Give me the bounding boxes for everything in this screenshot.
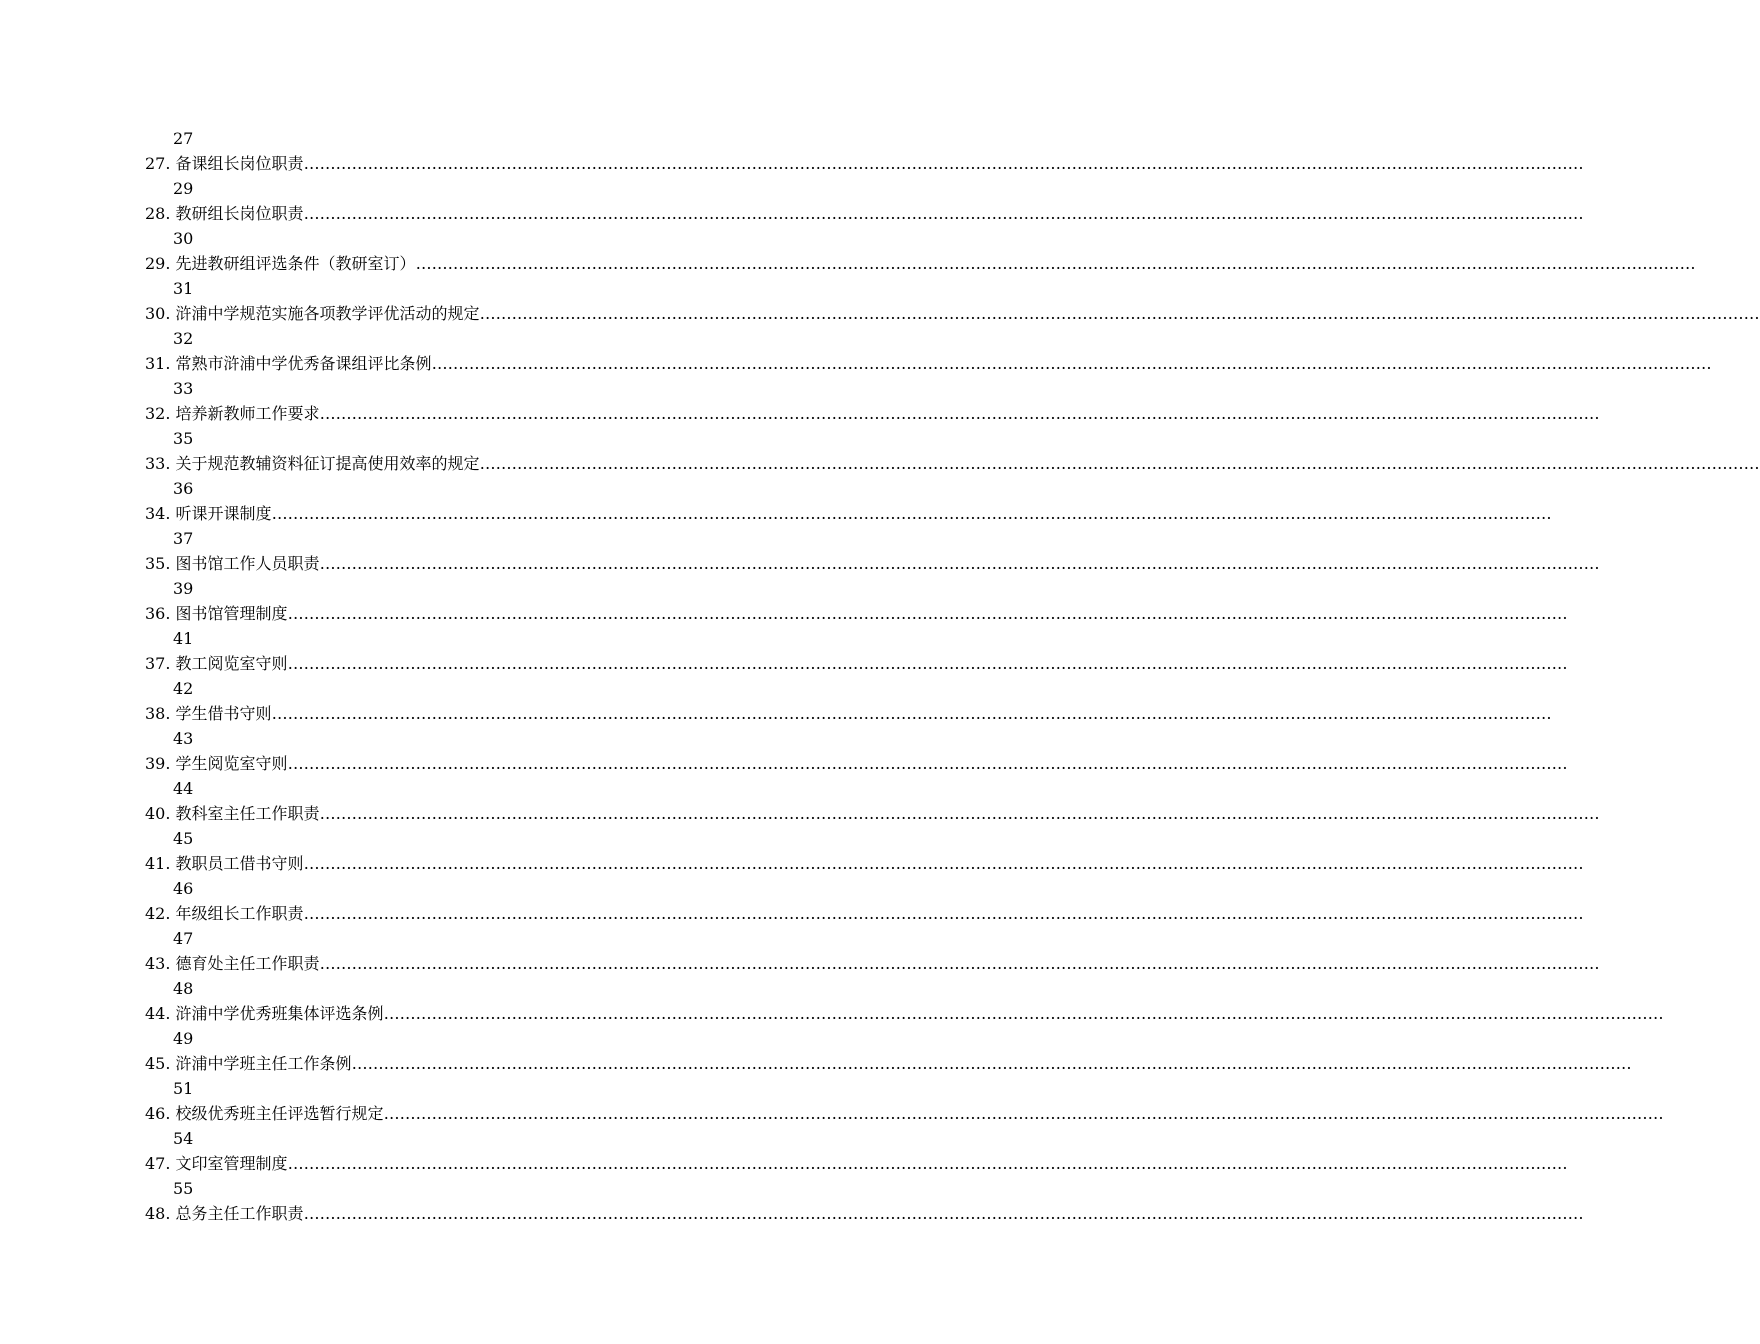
dot-leader: ……………………………………………………………………………………………………………………………………………………………………………………………………………………	[287, 654, 1568, 673]
toc-entry-page: 49	[173, 1029, 194, 1048]
toc-entry-number: 41.	[145, 854, 171, 873]
toc-entry-title: 浒浦中学规范实施各项教学评优活动的规定	[175, 304, 480, 323]
dot-leader: ……………………………………………………………………………………………………………………………………………………………………………………………………………………	[303, 204, 1584, 223]
toc-entry[interactable]	[145, 404, 1600, 429]
dot-leader: ……………………………………………………………………………………………………………………………………………………………………………………………………………………	[383, 1004, 1664, 1023]
dot-leader: ……………………………………………………………………………………………………………………………………………………………………………………………………………………	[303, 154, 1584, 173]
toc-entry-page: 31	[173, 279, 194, 298]
toc-entry-number: 36.	[145, 604, 171, 623]
toc-entry-number: 48.	[145, 1204, 171, 1223]
toc-entry[interactable]	[145, 554, 1600, 579]
toc-entries	[145, 154, 1760, 1229]
toc-entry-title: 教工阅览室守则	[175, 654, 288, 673]
toc-entry-number: 35.	[145, 554, 171, 573]
toc-entry[interactable]	[145, 1204, 1584, 1229]
toc-entry[interactable]	[145, 854, 1584, 879]
toc-entry[interactable]	[145, 1004, 1664, 1029]
toc-entry-title: 教研组长岗位职责	[175, 204, 304, 223]
dot-leader: ……………………………………………………………………………………………………………………………………………………………………………………………………………………	[431, 354, 1712, 373]
dot-leader: ……………………………………………………………………………………………………………………………………………………………………………………………………………………	[303, 854, 1584, 873]
toc-entry-number: 32.	[145, 404, 171, 423]
toc-entry-number: 45.	[145, 1054, 171, 1073]
toc-entry[interactable]	[145, 1054, 1632, 1079]
toc-entry-page: 29	[173, 179, 194, 198]
dot-leader: ……………………………………………………………………………………………………………………………………………………………………………………………………………………	[303, 1204, 1584, 1223]
toc-entry-page: 30	[173, 229, 194, 248]
toc-entry-page: 42	[173, 679, 194, 698]
dot-leader: ……………………………………………………………………………………………………………………………………………………………………………………………………………………	[383, 1104, 1664, 1123]
toc-entry-number: 46.	[145, 1104, 171, 1123]
toc-entry-number: 37.	[145, 654, 171, 673]
toc-entry-page: 45	[173, 829, 194, 848]
toc-entry-title: 学生借书守则	[175, 704, 272, 723]
toc-entry-title: 校级优秀班主任评选暂行规定	[175, 1104, 384, 1123]
toc-entry-title: 备课组长岗位职责	[175, 154, 304, 173]
toc-entry[interactable]	[145, 454, 1760, 479]
toc-entry-page: 48	[173, 979, 194, 998]
toc-entry[interactable]	[145, 754, 1568, 779]
toc-entry-number: 28.	[145, 204, 171, 223]
dot-leader: ……………………………………………………………………………………………………………………………………………………………………………………………………………………	[287, 754, 1568, 773]
toc-entry-title: 图书馆工作人员职责	[175, 554, 320, 573]
toc-entry-page: 41	[173, 629, 194, 648]
toc-entry-title: 先进教研组评选条件（教研室订）	[175, 254, 416, 273]
toc-entry-page: 36	[173, 479, 194, 498]
toc-entry-number: 44.	[145, 1004, 171, 1023]
table-of-contents	[145, 129, 1760, 1229]
toc-entry-title: 浒浦中学优秀班集体评选条例	[175, 1004, 384, 1023]
toc-entry-number: 43.	[145, 954, 171, 973]
toc-entry-page: 51	[173, 1079, 194, 1098]
toc-entry-page: 46	[173, 879, 194, 898]
toc-entry[interactable]	[145, 904, 1584, 929]
toc-entry-title: 年级组长工作职责	[175, 904, 304, 923]
toc-entry[interactable]	[145, 654, 1568, 679]
toc-entry-page: 32	[173, 329, 194, 348]
toc-entry-number: 29.	[145, 254, 171, 273]
toc-entry[interactable]	[145, 504, 1552, 529]
toc-entry[interactable]	[145, 954, 1600, 979]
toc-entry-page: 39	[173, 579, 194, 598]
dot-leader: ……………………………………………………………………………………………………………………………………………………………………………………………………………………	[351, 1054, 1632, 1073]
page-number: 27	[173, 129, 194, 148]
toc-entry-page: 55	[173, 1179, 194, 1198]
toc-entry-title: 学生阅览室守则	[175, 754, 288, 773]
toc-entry-number: 42.	[145, 904, 171, 923]
toc-entry-number: 34.	[145, 504, 171, 523]
toc-entry-number: 47.	[145, 1154, 171, 1173]
toc-entry[interactable]	[145, 604, 1568, 629]
toc-entry-title: 培养新教师工作要求	[175, 404, 320, 423]
dot-leader: ……………………………………………………………………………………………………………………………………………………………………………………………………………………	[319, 404, 1600, 423]
dot-leader: ……………………………………………………………………………………………………………………………………………………………………………………………………………………	[415, 254, 1696, 273]
toc-entry-number: 31.	[145, 354, 171, 373]
toc-entry-title: 总务主任工作职责	[175, 1204, 304, 1223]
toc-entry-page: 43	[173, 729, 194, 748]
toc-entry[interactable]	[145, 1104, 1664, 1129]
toc-entry-number: 27.	[145, 154, 171, 173]
toc-entry-title: 教职员工借书守则	[175, 854, 304, 873]
toc-entry-title: 教科室主任工作职责	[175, 804, 320, 823]
dot-leader: ……………………………………………………………………………………………………………………………………………………………………………………………………………………	[319, 804, 1600, 823]
dot-leader: ……………………………………………………………………………………………………………………………………………………………………………………………………………………	[271, 504, 1552, 523]
toc-entry-title: 听课开课制度	[175, 504, 272, 523]
dot-leader: ……………………………………………………………………………………………………………………………………………………………………………………………………………………	[287, 1154, 1568, 1173]
toc-entry[interactable]	[145, 204, 1584, 229]
toc-entry[interactable]	[145, 354, 1712, 379]
dot-leader: ……………………………………………………………………………………………………………………………………………………………………………………………………………………	[479, 304, 1760, 323]
toc-entry-title: 浒浦中学班主任工作条例	[175, 1054, 352, 1073]
toc-entry-page: 33	[173, 379, 194, 398]
dot-leader: ……………………………………………………………………………………………………………………………………………………………………………………………………………………	[319, 554, 1600, 573]
toc-entry[interactable]	[145, 304, 1760, 329]
dot-leader: ……………………………………………………………………………………………………………………………………………………………………………………………………………………	[303, 904, 1584, 923]
toc-entry-title: 常熟市浒浦中学优秀备课组评比条例	[175, 354, 432, 373]
toc-entry-title: 图书馆管理制度	[175, 604, 288, 623]
toc-entry-page: 35	[173, 429, 194, 448]
dot-leader: ……………………………………………………………………………………………………………………………………………………………………………………………………………………	[287, 604, 1568, 623]
toc-entry[interactable]	[145, 1154, 1568, 1179]
dot-leader: ……………………………………………………………………………………………………………………………………………………………………………………………………………………	[479, 454, 1760, 473]
toc-entry-page: 44	[173, 779, 194, 798]
toc-entry-page: 47	[173, 929, 194, 948]
toc-entry-page: 37	[173, 529, 194, 548]
toc-entry-number: 39.	[145, 754, 171, 773]
toc-entry-title: 关于规范教辅资料征订提高使用效率的规定	[175, 454, 480, 473]
toc-entry-page: 54	[173, 1129, 194, 1148]
toc-entry-number: 40.	[145, 804, 171, 823]
dot-leader: ……………………………………………………………………………………………………………………………………………………………………………………………………………………	[319, 954, 1600, 973]
toc-entry-title: 文印室管理制度	[175, 1154, 288, 1173]
toc-entry[interactable]	[145, 804, 1600, 829]
toc-entry[interactable]	[145, 254, 1696, 279]
toc-entry[interactable]	[145, 704, 1552, 729]
toc-entry-number: 30.	[145, 304, 171, 323]
toc-entry-number: 33.	[145, 454, 171, 473]
dot-leader: ……………………………………………………………………………………………………………………………………………………………………………………………………………………	[271, 704, 1552, 723]
toc-entry[interactable]	[145, 154, 1584, 179]
toc-entry-number: 38.	[145, 704, 171, 723]
toc-entry-title: 德育处主任工作职责	[175, 954, 320, 973]
